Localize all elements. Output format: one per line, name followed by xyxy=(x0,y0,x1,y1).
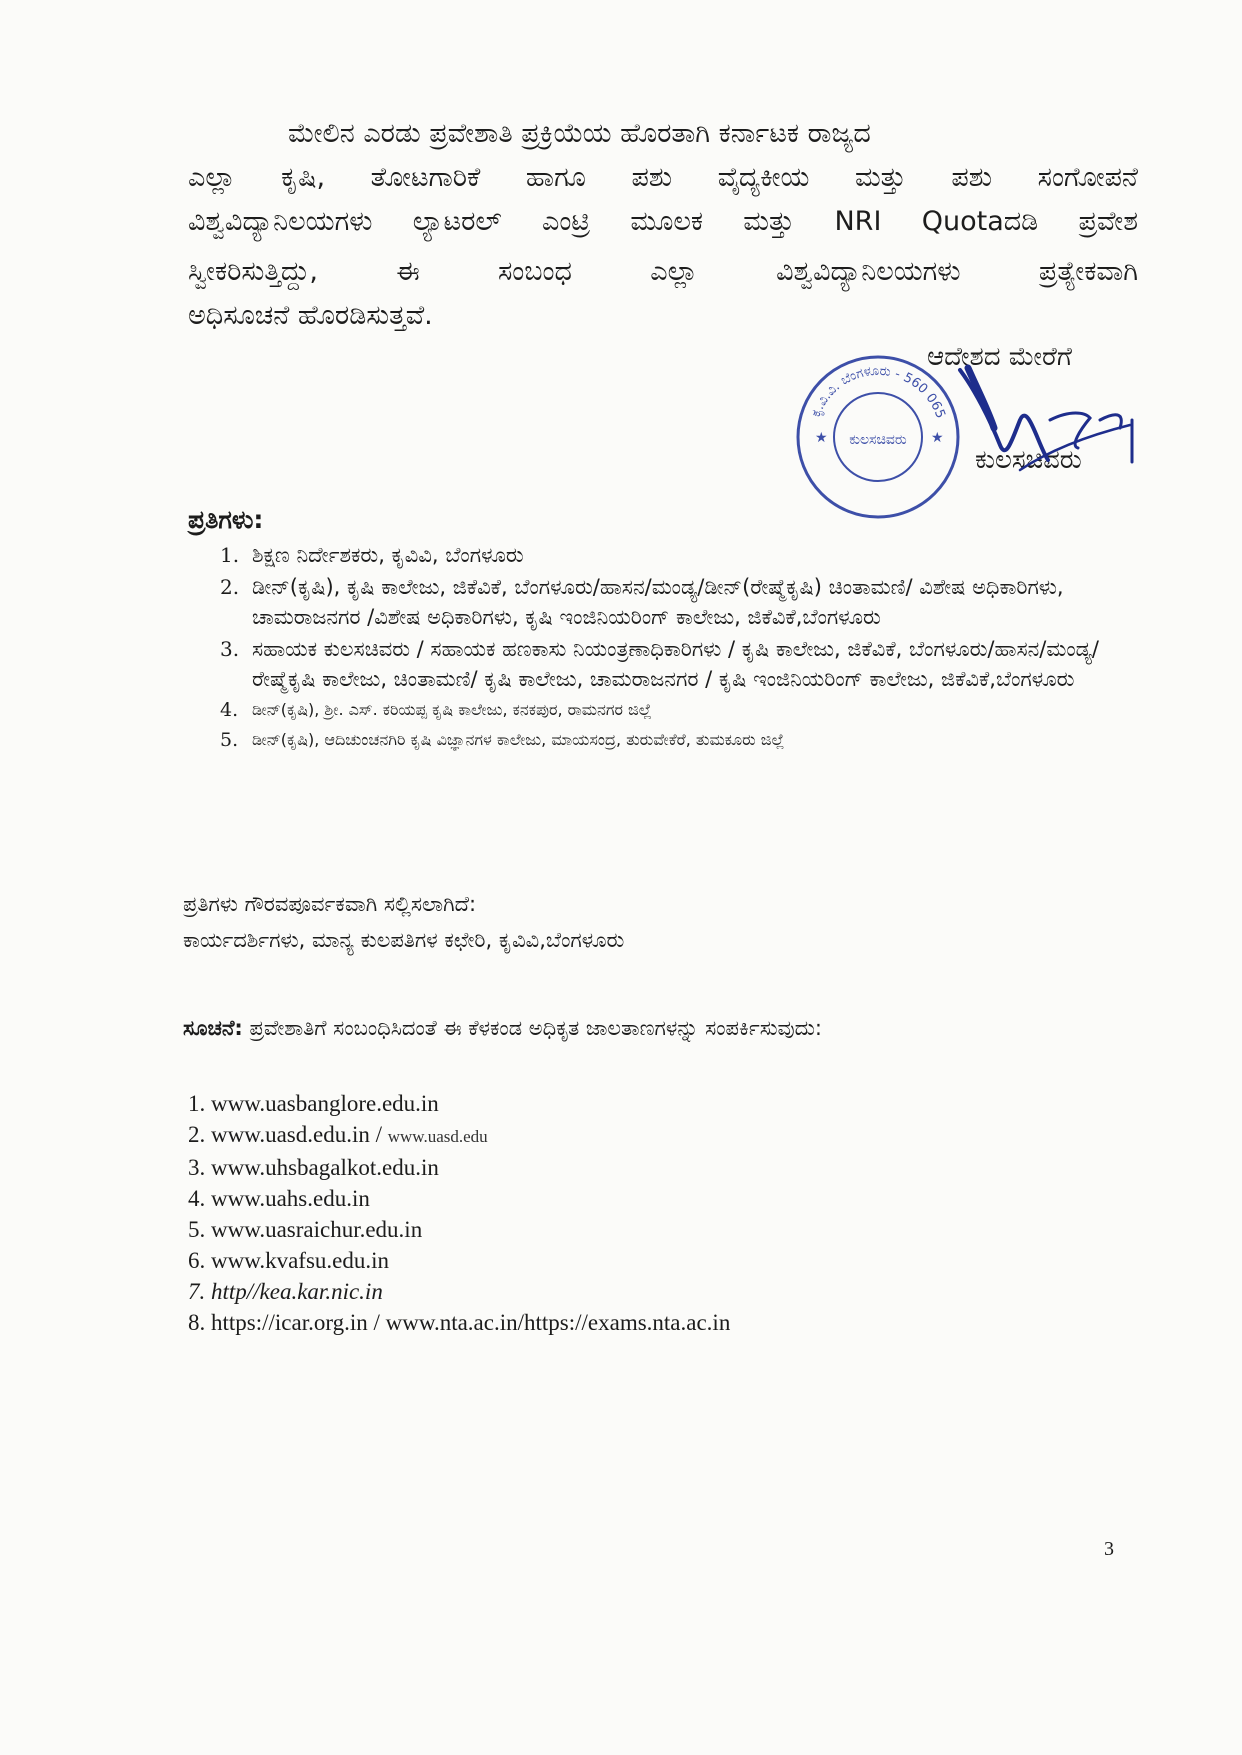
website-link[interactable]: www.uasd.edu xyxy=(387,1127,488,1146)
website-link[interactable]: www.kvafsu.edu.in xyxy=(211,1248,390,1273)
seal-center-text: ಕುಲಸಚಿವರು xyxy=(849,432,907,448)
page-number: 3 xyxy=(1104,1538,1114,1560)
website-link[interactable]: http//kea.kar.nic.in xyxy=(211,1279,383,1304)
paragraph-line: ಸ್ವೀಕರಿಸುತ್ತಿದ್ದು, ಈ ಸಂಬಂಧ ಎಲ್ಲಾ ವಿಶ್ವವಿದ್ಯಾನಿಲಯಗಳು ಪ್ರತ್ಯೇಕವಾಗಿ xyxy=(188,256,1138,287)
list-item: 2. ಡೀನ್(ಕೃಷಿ), ಕೃಷಿ ಕಾಲೇಜು, ಜಿಕೆವಿಕೆ, ಬೆಂಗಳೂರು/ಹಾಸನ/ಮಂಡ್ಯ/ಡೀನ್(ರೇಷ್ಮೆಕೃಷಿ) ಚಿಂತಾಮಣಿ/ ವಿಶೇಷ ಅಧಿಕಾರಿಗಳು, ಚಾಮರಾಜನಗರ /ವಿಶೇಷ ಅಧಿಕಾರಿಗಳು, ಕೃಷಿ ಇಂಜಿನಿಯರಿಂಗ್ ಕಾಲೇಜು, ಜಿಕೆವಿಕೆ,ಬೆಂಗಳೂರು xyxy=(220,575,1064,629)
websites-list xyxy=(188,1088,730,1338)
paragraph-line: ವಿಶ್ವವಿದ್ಯಾನಿಲಯಗಳು ಲ್ಯಾಟರಲ್ ಎಂಟ್ರಿ ಮೂಲಕ ಮತ್ತು NRI Quotaದಡಿ ಪ್ರವೇಶ xyxy=(188,206,1138,237)
courtesy-line: ಕಾರ್ಯದರ್ಶಿಗಳು, ಮಾನ್ಯ ಕುಲಪತಿಗಳ ಕಛೇರಿ, ಕೃವಿವಿ,ಬೆಂಗಳೂರು xyxy=(183,928,625,952)
intro-paragraph xyxy=(188,112,1138,338)
registrar-title: ಕುಲಸಚಿವರು xyxy=(975,445,1082,475)
list-item: 5. ಡೀನ್(ಕೃಷಿ), ಆದಿಚುಂಚನಗಿರಿ ಕೃಷಿ ವಿಜ್ಞಾನಗಳ ಕಾಲೇಜು, ಮಾಯಸಂದ್ರ, ತುರುವೇಕೆರೆ, ತುಮಕೂರು ಜಿಲ್ಲೆ xyxy=(220,729,785,751)
list-item: 3. ಸಹಾಯಕ ಕುಲಸಚಿವರು / ಸಹಾಯಕ ಹಣಕಾಸು ನಿಯಂತ್ರಣಾಧಿಕಾರಿಗಳು / ಕೃಷಿ ಕಾಲೇಜು, ಜಿಕೆವಿಕೆ, ಬೆಂಗಳೂರು/ಹಾಸನ/ಮಂಡ್ಯ/ರೇಷ್ಮೆಕೃಷಿ ಕಾಲೇಜು, ಚಿಂತಾಮಣಿ/ ಕೃಷಿ ಕಾಲೇಜು, ಚಾಮರಾಜನಗರ / ಕೃಷಿ ಇಂಜಿನಿಯರಿಂಗ್ ಕಾಲೇಜು, ಜಿಕೆವಿಕೆ,ಬೆಂಗಳೂರು xyxy=(220,637,1099,691)
paragraph-line: ಮೇಲಿನ ಎರಡು ಪ್ರವೇಶಾತಿ ಪ್ರಕ್ರಿಯೆಯ ಹೊರತಾಗಿ ಕರ್ನಾಟಕ ರಾಜ್ಯದ xyxy=(288,118,871,149)
handwritten-signature xyxy=(920,350,1160,490)
paragraph-line: ಎಲ್ಲಾ ಕೃಷಿ, ತೋಟಗಾರಿಕೆ ಹಾಗೂ ಪಶು ವೈದ್ಯಕೀಯ ಮತ್ತು ಪಶು ಸಂಗೋಪನೆ xyxy=(188,162,1138,193)
paragraph-line: ಅಧಿಸೂಚನೆ ಹೊರಡಿಸುತ್ತವೆ. xyxy=(188,300,433,331)
list-item: 3. www.uhsbagalkot.edu.in xyxy=(188,1155,439,1180)
list-item: 5. www.uasraichur.edu.in xyxy=(188,1217,423,1242)
list-item: 4. ಡೀನ್(ಕೃಷಿ), ಶ್ರೀ. ಎಸ್. ಕರಿಯಪ್ಪ ಕೃಷಿ ಕಾಲೇಜು, ಕನಕಪುರ, ರಾಮನಗರ ಜಿಲ್ಲೆ xyxy=(220,699,652,721)
note-text: ಪ್ರವೇಶಾತಿಗೆ ಸಂಬಂಧಿಸಿದಂತೆ ಈ ಕೆಳಕಂಡ ಅಧಿಕೃತ ಜಾಲತಾಣಗಳನ್ನು ಸಂಪರ್ಕಿಸುವುದು: xyxy=(249,1016,822,1040)
note-label: ಸೂಚನೆ: xyxy=(183,1016,243,1040)
list-item: 6. www.kvafsu.edu.in xyxy=(188,1248,390,1273)
list-item: 2. www.uasd.edu.in / www.uasd.edu xyxy=(188,1122,488,1147)
courtesy-copy xyxy=(183,886,624,958)
note-block xyxy=(183,1012,1083,1044)
seal-star-icon: ★ xyxy=(931,430,944,446)
courtesy-line: ಪ್ರತಿಗಳು ಗೌರವಪೂರ್ವಕವಾಗಿ ಸಲ್ಲಿಸಲಾಗಿದೆ: xyxy=(183,892,477,916)
website-link[interactable]: https://icar.org.in / www.nta.ac.in/https://exams.nta.ac.in xyxy=(211,1310,731,1335)
list-item: 8. https://icar.org.in / www.nta.ac.in/https://exams.nta.ac.in xyxy=(188,1310,731,1335)
website-link[interactable]: www.uasbanglore.edu.in xyxy=(211,1091,439,1116)
by-order-text: ಆದೇಶದ ಮೇರೆಗೆ xyxy=(927,342,1072,372)
seal-star-icon: ★ xyxy=(815,430,828,446)
website-link[interactable]: www.uasraichur.edu.in xyxy=(211,1217,423,1242)
website-link[interactable]: www.uhsbagalkot.edu.in xyxy=(211,1155,439,1180)
seal-ring-text: ಕೃ.ವಿ.ವಿ. ಬೆಂಗಳೂರು - 560 065 xyxy=(808,363,948,421)
website-link[interactable]: www.uasd.edu.in / xyxy=(211,1122,382,1147)
list-item: 4. www.uahs.edu.in xyxy=(188,1186,370,1211)
copies-list xyxy=(220,540,1140,756)
list-item: 1. ಶಿಕ್ಷಣ ನಿರ್ದೇಶಕರು, ಕೃವಿವಿ, ಬೆಂಗಳೂರು xyxy=(220,543,524,567)
list-item: 1. www.uasbanglore.edu.in xyxy=(188,1091,439,1116)
copies-heading: ಪ್ರತಿಗಳು: xyxy=(188,505,264,534)
website-link[interactable]: www.uahs.edu.in xyxy=(211,1186,370,1211)
list-item: 7. http//kea.kar.nic.in xyxy=(188,1279,383,1304)
